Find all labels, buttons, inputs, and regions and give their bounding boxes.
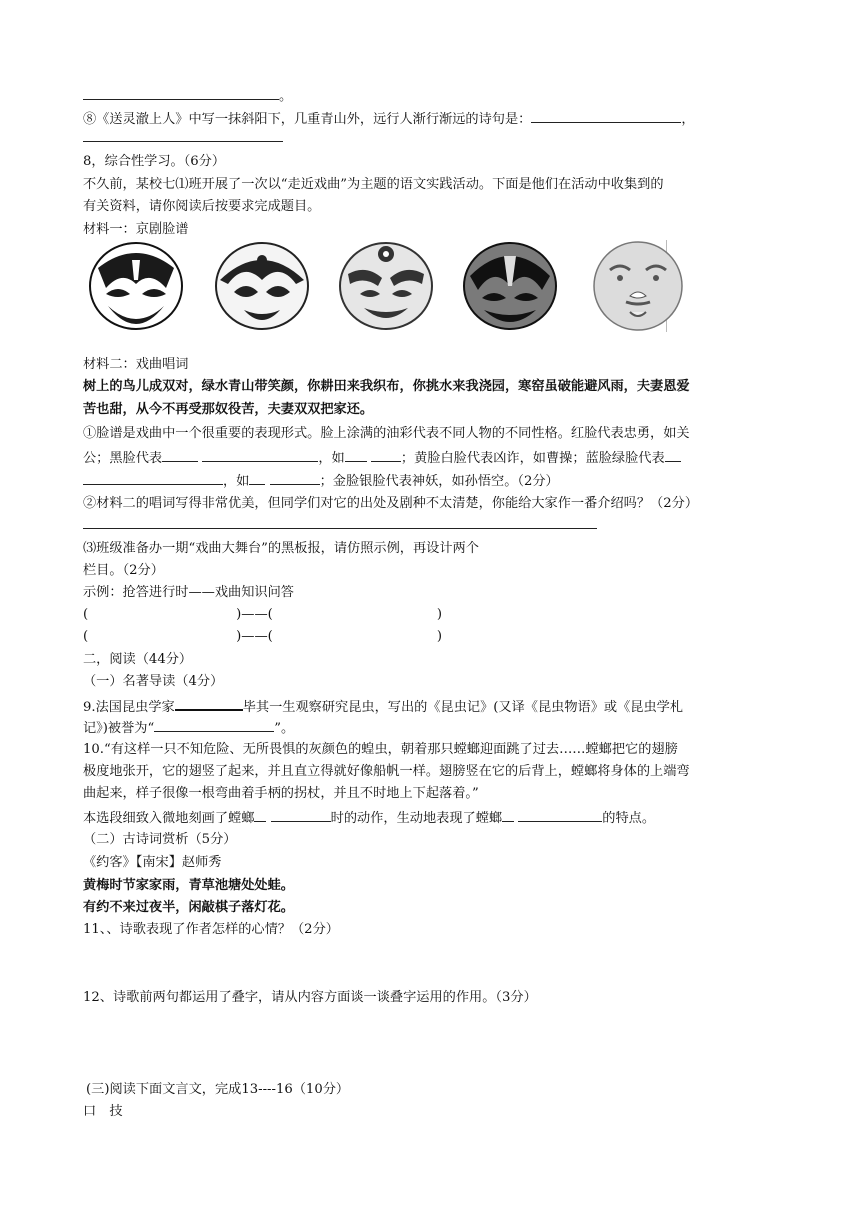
question-8-poem-line [83,109,695,129]
question-text: ；金脸银脸代表神妖，如孙悟空。（2分） [319,474,559,489]
subsection-heading: （二）古诗词赏析（5分） [83,832,237,847]
answer-blank[interactable] [83,128,283,142]
lyrics-line: 苦也甜，从今不再受那奴役苦，夫妻双双把家还。 [83,402,374,417]
question-text: 时的动作，生动地表现了螳螂 [330,811,503,826]
opera-mask-icon [590,240,686,332]
answer-blank[interactable] [154,718,274,732]
question-text: ，如 [223,474,250,489]
answer-line-7 [83,86,292,106]
material-label: 材料一：京剧脸谱 [83,222,189,237]
answer-rule[interactable] [83,528,597,529]
lyrics-line: 树上的鸟儿成双对，绿水青山带笑颜，你耕田来我织布，你挑水来我浇园，寒窑虽破能避风雨，夫妻恩爱 [83,379,690,394]
answer-blank[interactable] [665,448,681,462]
opera-mask-icon [88,240,184,332]
question-text: ⑶班级准备办一期“戏曲大舞台”的黑板报，请仿照示例，再设计两个 [83,541,479,556]
section-heading: 8，综合性学习。（6分） [83,154,226,169]
passage-line: 10.“有这样一只不知危险、无所畏惧的灰颜色的蝗虫，朝着那只螳螂迎面跳了过去……螳螂把它的翅膀 [83,742,678,757]
passage-line: 极度地张开，它的翅竖了起来，并且直立得就好像船帆一样。翅膀竖在它的后背上，螳螂将身体的上端弯 [83,764,690,779]
answer-blank[interactable] [345,448,367,462]
poem-title: 《约客》【南宋】赵师秀 [83,855,222,870]
column-design-row-2[interactable] [83,628,442,646]
question-text: ；黄脸白脸代表凶诈，如曹操；蓝脸绿脸代表 [400,451,665,466]
dash-separator: )——( [236,607,273,622]
paren-open: ( [83,607,89,622]
poem-line: 有约不来过夜半，闲敲棋子落灯花。 [83,900,294,915]
opera-mask-icon [462,240,558,332]
answer-blank[interactable] [83,471,223,485]
question-text: 公；黑脸代表 [83,451,163,466]
paren-open: ( [83,629,89,644]
opera-masks-row [88,240,698,332]
answer-blank[interactable] [175,696,243,711]
answer-blank[interactable] [162,448,198,462]
question-1-blanks-a [83,448,681,468]
question-text: 毕其一生观察研究昆虫，写出的《昆虫记》(又译《昆虫物语》或《昆虫学札 [242,700,684,715]
question-text: 记》)被誉为“ [83,721,155,736]
paren-close: ) [436,629,442,644]
opera-mask-icon [214,240,310,332]
section-heading: 二，阅读（44分） [83,652,193,667]
question-text: 的特点。 [602,811,656,826]
example-line: 示例：抢答进行时——戏曲知识问答 [83,585,294,600]
question-10 [83,808,655,828]
answer-line-8b [83,128,283,148]
answer-blank[interactable] [83,86,279,100]
answer-blank[interactable] [531,109,681,123]
question-11: 11、、诗歌表现了作者怎样的心情？（2分） [83,922,339,937]
paragraph-line: 有关资料，请你阅读后按要求完成题目。 [83,199,321,214]
answer-blank[interactable] [271,808,331,822]
answer-blank[interactable] [518,808,602,822]
answer-blank[interactable] [254,808,266,822]
paragraph-line: 不久前，某校七⑴班开展了一次以“走近戏曲”为主题的语文实践活动。下面是他们在活动中收集到的 [83,177,664,192]
question-12: 12、诗歌前两句都运用了叠字，请从内容方面谈一谈叠字运用的作用。（3分） [83,990,537,1005]
answer-blank[interactable] [202,448,318,462]
subsection-heading: （一）名著导读（4分） [83,674,224,689]
question-1-blanks-b [83,471,559,491]
question-text: 本选段细致入微地刻画了螳螂 [83,811,255,826]
question-text: 栏目。（2分） [83,563,164,578]
period: 。 [279,89,293,104]
question-text: 9.法国昆虫学家 [83,700,175,715]
paren-close: ) [436,607,442,622]
question-9b [83,718,294,738]
question-9 [83,696,683,717]
question-text: ，如 [318,451,345,466]
opera-mask-icon [338,240,434,332]
answer-blank[interactable] [249,471,265,485]
comma: ， [681,112,695,127]
passage-line: 曲起来，样子很像一根弯曲着手柄的拐杖，并且不时地上下起落着。” [83,786,479,801]
poem-line: 黄梅时节家家雨，青草池塘处处蛙。 [83,878,294,893]
answer-blank[interactable] [270,471,320,485]
question-text: ⑧《送灵澈上人》中写一抹斜阳下，几重青山外，远行人渐行渐远的诗句是： [83,112,532,127]
dash-separator: )——( [236,629,273,644]
answer-blank[interactable] [502,808,514,822]
material-label: 材料二：戏曲唱词 [83,357,189,372]
answer-blank[interactable] [371,448,401,462]
question-text: ”。 [274,721,295,736]
question-text: ②材料二的唱词写得非常优美，但同学们对它的出处及剧种不太清楚，你能给大家作一番介绍吗？（2分） [83,496,699,511]
question-text: ①脸谱是戏曲中一个很重要的表现形式。脸上涂满的油彩代表不同人物的不同性格。红脸代表忠勇，如关 [83,426,690,441]
column-design-row-1[interactable] [83,606,442,624]
passage-title: 口 技 [83,1104,123,1119]
subsection-heading: (三)阅读下面文言文，完成13----16（10分） [86,1082,350,1097]
